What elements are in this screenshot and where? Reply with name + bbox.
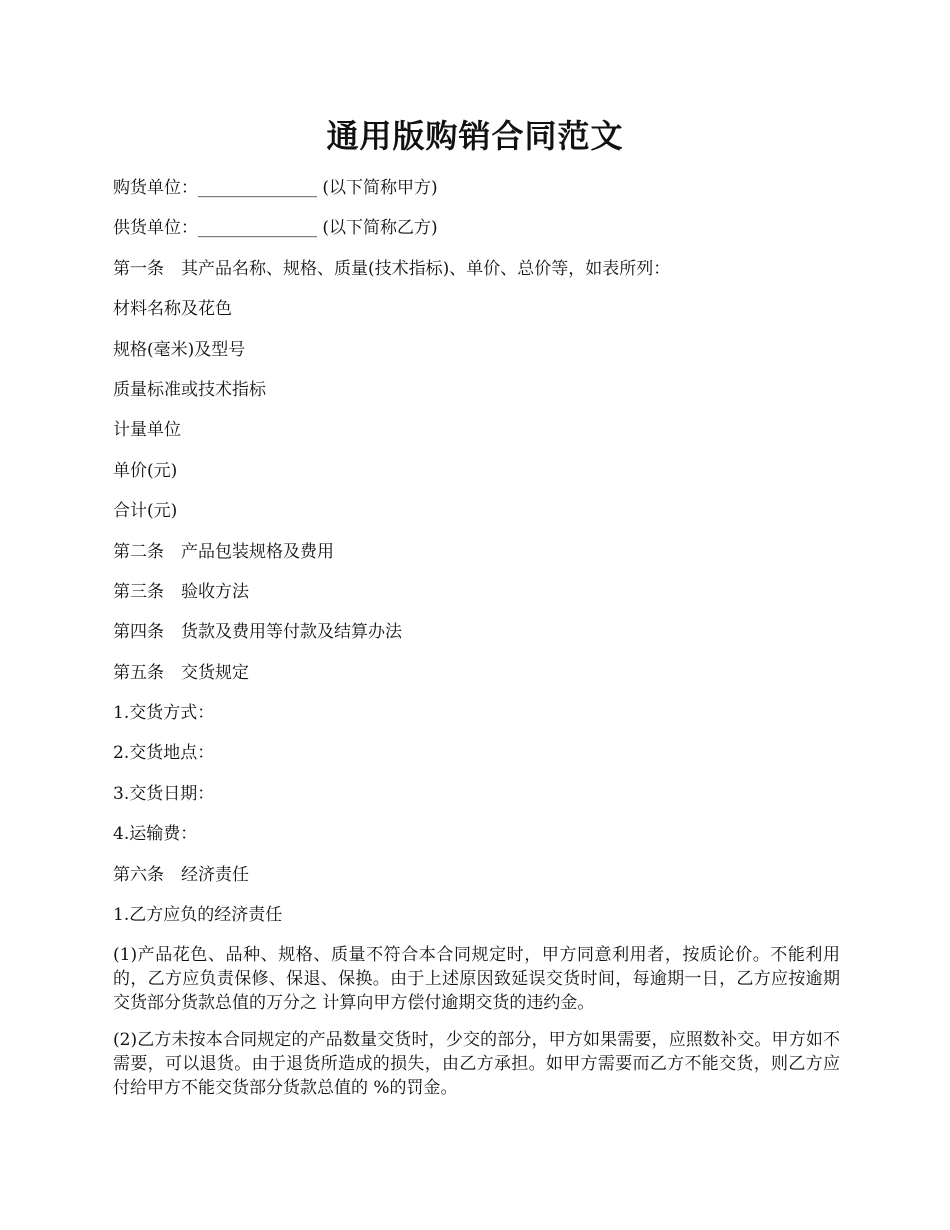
table-field-total: 合计(元) bbox=[113, 501, 178, 522]
table-field-unit: 计量单位 bbox=[113, 420, 181, 441]
table-field-material: 材料名称及花色 bbox=[113, 299, 232, 320]
article-1-heading: 第一条 其产品名称、规格、质量(技术指标)、单价、总价等，如表所列： bbox=[113, 258, 671, 279]
party-b-liability-heading: 1.乙方应负的经济责任 bbox=[113, 905, 283, 926]
table-field-price: 单价(元) bbox=[113, 460, 178, 481]
delivery-method: 1.交货方式： bbox=[113, 703, 215, 724]
delivery-location: 2.交货地点： bbox=[113, 743, 215, 764]
liability-clause-1: (1)产品花色、品种、规格、质量不符合本合同规定时，甲方同意利用者，按质论价。不能利用的，乙方应负责保修、保退、保换。由于上述原因致延误交货时间，每逾期一日，乙方应按逾期交货部分货款总值的万分之 计算向甲方偿付逾期交货的违约金。 bbox=[113, 945, 840, 1014]
article-6-heading: 第六条 经济责任 bbox=[113, 864, 249, 885]
document-body bbox=[113, 176, 840, 1113]
article-2-heading: 第二条 产品包装规格及费用 bbox=[113, 541, 334, 562]
article-3-heading: 第三条 验收方法 bbox=[113, 581, 249, 602]
document-title: 通用版购销合同范文 bbox=[326, 117, 624, 155]
supplier-line: 供货单位：______________ (以下简称乙方) bbox=[113, 218, 438, 239]
article-4-heading: 第四条 货款及费用等付款及结算办法 bbox=[113, 622, 402, 643]
article-5-heading: 第五条 交货规定 bbox=[113, 662, 249, 683]
buyer-line: 购货单位：______________ (以下简称甲方) bbox=[113, 178, 438, 198]
table-field-spec: 规格(毫米)及型号 bbox=[113, 339, 246, 360]
delivery-date: 3.交货日期： bbox=[113, 783, 215, 804]
table-field-quality: 质量标准或技术指标 bbox=[113, 379, 266, 400]
shipping-fee: 4.运输费： bbox=[113, 824, 198, 845]
liability-clause-2: (2)乙方未按本合同规定的产品数量交货时，少交的部分，甲方如果需要，应照数补交。甲方如不需要，可以退货。由于退货所造成的损失，由乙方承担。如甲方需要而乙方不能交货，则乙方应付给甲方不能交货部分货款总值的 %的罚金。 bbox=[113, 1030, 840, 1099]
